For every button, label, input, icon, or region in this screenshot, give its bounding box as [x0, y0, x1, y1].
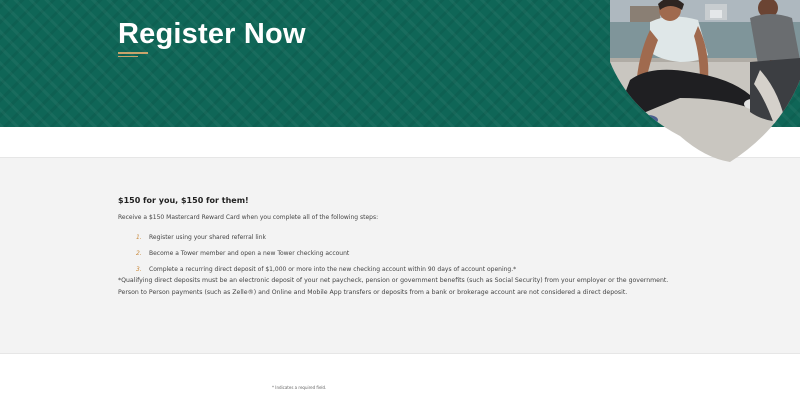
- promo-step: [136, 245, 516, 261]
- page-title: Register Now: [118, 18, 306, 50]
- step-text: Register using your shared referral link: [149, 233, 266, 241]
- promo-section: [0, 157, 800, 354]
- promo-intro: Receive a $150 Mastercard Reward Card when you complete all of the following steps:: [118, 214, 379, 221]
- promo-steps-list: [136, 229, 516, 277]
- promo-disclaimer: *Qualifying direct deposits must be an electronic deposit of your net paycheck, pension or government benefits (such as Social Security) from your employer or the government. Person to Person payments (such as Zelle®) and Online and Mobile App transfers or deposits from a bank or brokerage account are not considered a direct deposit.: [118, 277, 669, 296]
- promo-heading: $150 for you, $150 for them!: [118, 196, 249, 205]
- promo-step: [136, 229, 516, 245]
- step-number: 3.: [136, 265, 142, 273]
- title-underline-decoration: [118, 52, 148, 58]
- required-field-note: * Indicates a required field.: [272, 385, 327, 390]
- hero-photo: [610, 0, 800, 162]
- people-stretching-photo-icon: [610, 0, 800, 162]
- step-number: 2.: [136, 249, 142, 257]
- step-text: Complete a recurring direct deposit of $1,000 or more into the new checking account within 90 days of account opening.*: [149, 265, 517, 273]
- step-number: 1.: [136, 233, 142, 241]
- step-text: Become a Tower member and open a new Tower checking account: [149, 249, 350, 257]
